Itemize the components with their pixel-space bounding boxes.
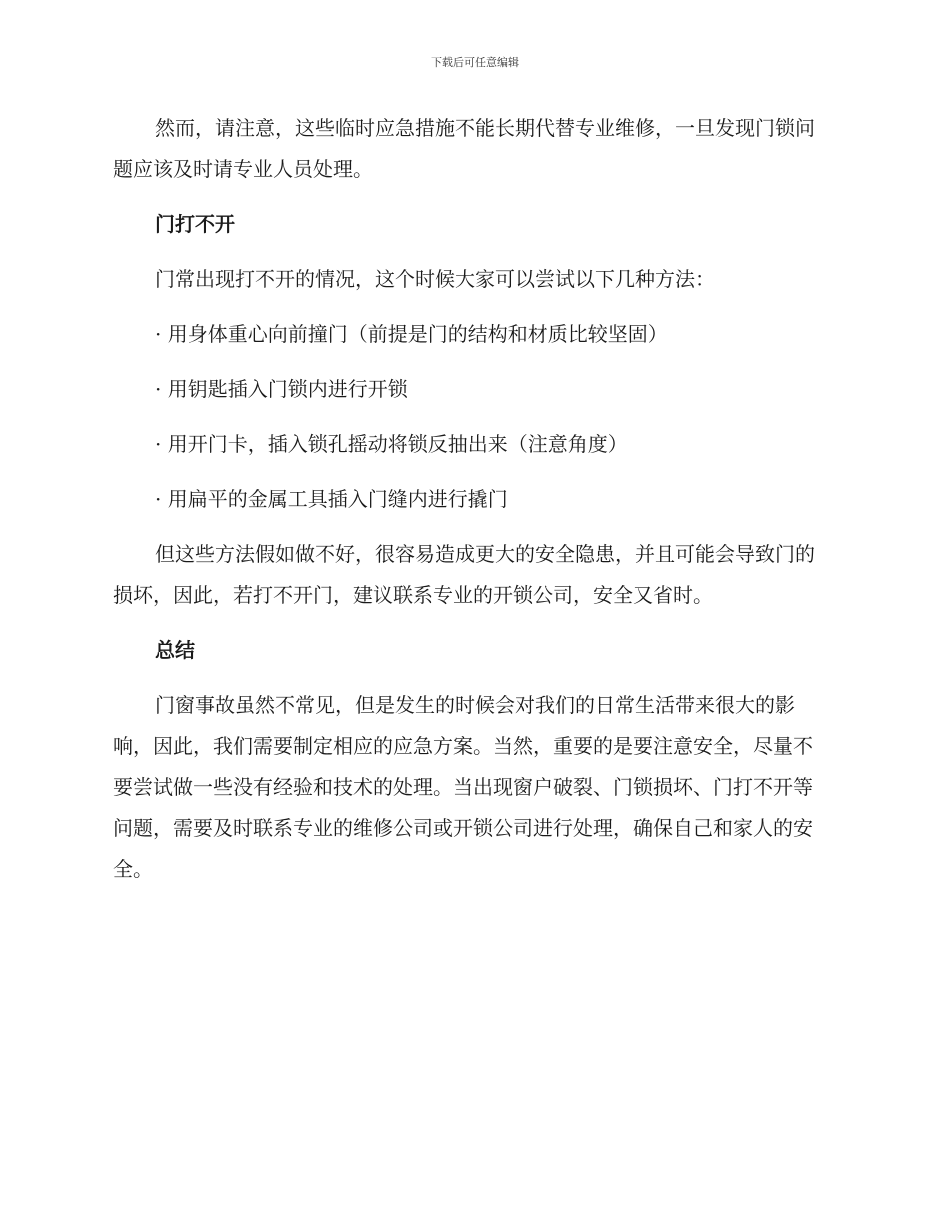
paragraph-summary: 门窗事故虽然不常见，但是发生的时候会对我们的日常生活带来很大的影响，因此，我们需要制定相应的应急方案。当然，重要的是要注意安全，尽量不要尝试做一些没有经验和技术的处理。当出现窗户破裂、门锁损坏、门打不开等问题，需要及时联系专业的维修公司或开锁公司进行处理，确保自己和家人的安全。	[113, 693, 813, 881]
document-body	[113, 108, 830, 904]
list-item: · 用钥匙插入门锁内进行开锁	[155, 377, 408, 401]
section-heading-summary: 总结	[155, 638, 195, 662]
page-header: 下载后可任意编辑	[431, 56, 519, 69]
list-item: · 用开门卡，插入锁孔摇动将锁反抽出来（注意角度）	[155, 432, 628, 456]
list-item: · 用身体重心向前撞门（前提是门的结构和材质比较坚固）	[155, 322, 668, 346]
paragraph-risk-warning: 但这些方法假如做不好，很容易造成更大的安全隐患，并且可能会导致门的损坏，因此，若打不开门，建议联系专业的开锁公司，安全又省时。	[113, 542, 815, 607]
list-item: · 用扁平的金属工具插入门缝内进行撬门	[155, 487, 508, 511]
paragraph-repair-note: 然而，请注意，这些临时应急措施不能长期代替专业维修，一旦发现门锁问题应该及时请专业人员处理。	[113, 116, 815, 181]
section-heading-door-stuck: 门打不开	[155, 212, 235, 236]
methods-list	[113, 314, 830, 520]
paragraph-door-intro: 门常出现打不开的情况，这个时候大家可以尝试以下几种方法：	[155, 267, 715, 291]
